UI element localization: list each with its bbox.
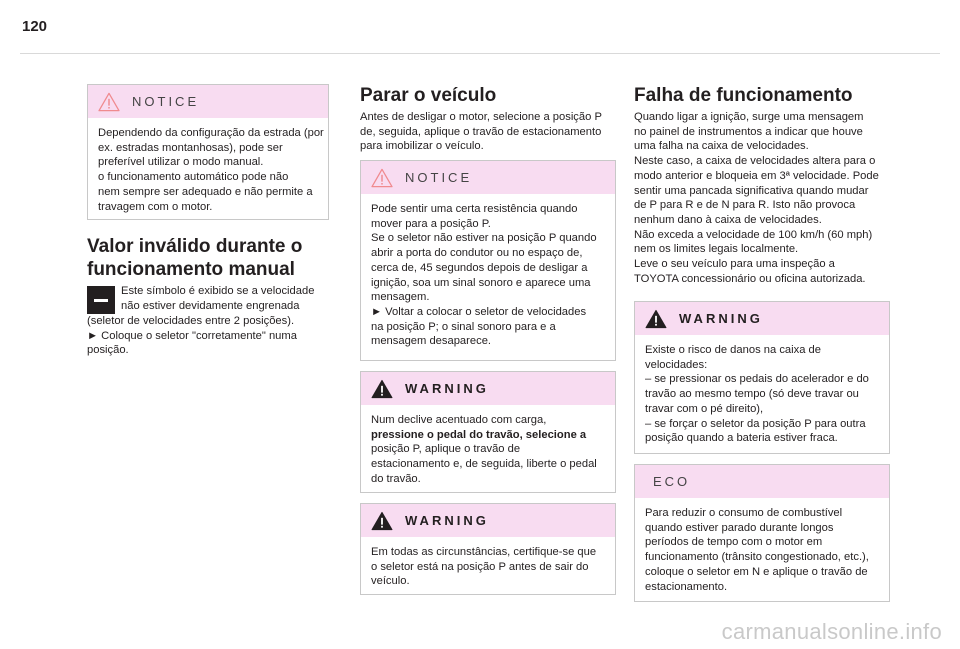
notice-box-2 — [360, 160, 616, 361]
section-heading-stop-vehicle: Parar o veículo — [360, 85, 497, 106]
text-line: nem sempre ser adequado e não permite a — [98, 185, 313, 198]
eco-header — [635, 465, 889, 498]
notice-icon — [371, 168, 393, 188]
section-heading-invalid-value: Valor inválido durante o funcionamento manual — [87, 236, 303, 280]
notice-header — [361, 161, 615, 194]
warning-box-1 — [360, 371, 616, 493]
warning-title: WARNING — [679, 311, 763, 326]
warning-icon — [645, 309, 667, 329]
notice-box-1 — [87, 84, 329, 220]
warning-text: Em todas as circunstâncias, certifique-se que o seletor está na posição P antes de sair do veículo. — [371, 546, 597, 588]
eco-title: ECO — [653, 474, 691, 489]
warning-header — [635, 302, 889, 335]
eco-text: Para reduzir o consumo de combustível quando estiver parado durante longos períodos de tempo com o motor em funcionamento (trânsito congestionado, etc.), coloque o seletor em N e aplique o travão de estacionamento. — [645, 507, 869, 593]
warning-icon — [371, 379, 393, 399]
page-number: 120 — [22, 18, 48, 35]
warning-box-3 — [634, 301, 890, 454]
malfunction-text: Quando ligar a ignição, surge uma mensagem no painel de instrumentos a indicar que houve uma falha na caixa de velocidades. Neste caso, a caixa de velocidades altera para o modo anterior e bloqueia em 3ª velocidade. Pode sentir uma pancada significativa quando mudar de P para R e de N para R. Isto não provoca nenhum dano à caixa de velocidades. Não exceda a velocidade de 100 km/h (60 mph) nem os limites legais localmente. Leve o seu veículo para uma inspeção a TOYOTA concessionário ou oficina autorizada. — [634, 111, 879, 285]
notice-title: NOTICE — [132, 94, 200, 109]
eco-box — [634, 464, 890, 602]
text-line: preferível utilizar o modo manual. — [98, 156, 264, 169]
header-divider — [20, 53, 940, 54]
warning-header — [361, 504, 615, 537]
stop-vehicle-text: Antes de desligar o motor, selecione a posição P de, seguida, aplique o travão de estacionamento para imobilizar o veículo. — [360, 111, 602, 153]
watermark: carmanualsonline.info — [721, 619, 942, 644]
notice-header — [88, 85, 328, 118]
text-line: o funcionamento automático pode não — [98, 171, 289, 184]
invalid-gear-symbol-icon — [87, 286, 115, 314]
warning-text: Existe o risco de danos na caixa de velocidades: – se pressionar os pedais do acelerador e do travão ao mesmo tempo (só deve travar ou travar com o pé direito), – se forçar o seletor da posição P para outra posição quando a bateria estiver fraca. — [645, 344, 869, 445]
text-line: Dependendo da configuração da estrada (por — [98, 127, 324, 139]
notice-icon — [98, 92, 120, 112]
warning-icon — [371, 511, 393, 531]
warning-title: WARNING — [405, 513, 489, 528]
text-line: travagem com o motor. — [98, 200, 213, 213]
text-line: ex. estradas montanhosas), pode ser — [98, 141, 283, 154]
section-heading-malfunction: Falha de funcionamento — [634, 85, 853, 106]
notice-text — [88, 118, 328, 222]
warning-box-2 — [360, 503, 616, 595]
invalid-value-text: (seletor de velocidades entre 2 posições). ► Coloque o seletor "corretamente" numa posição. — [87, 315, 297, 357]
notice-title: NOTICE — [405, 170, 473, 185]
warning-title: WARNING — [405, 381, 489, 396]
notice-text: Pode sentir uma certa resistência quando mover para a posição P. Se o seletor não estiver na posição P quando abrir a porta do condutor ou no espaço de, cerca de, 45 segundos depois de desligar a ignição, soa um sinal sonoro e aparece uma mensagem. ► Voltar a colocar o seletor de velocidades na posição P; o sinal sonoro para e a mensagem desaparece. — [371, 203, 597, 348]
warning-text: Num declive acentuado com carga, pressione o pedal do travão, selecione a posição P, aplique o travão de estacionamento e, de seguida, liberte o pedal do travão. — [371, 414, 597, 485]
invalid-symbol-text: Este símbolo é exibido se a velocidade não estiver devidamente engrenada — [121, 285, 315, 312]
warning-header — [361, 372, 615, 405]
